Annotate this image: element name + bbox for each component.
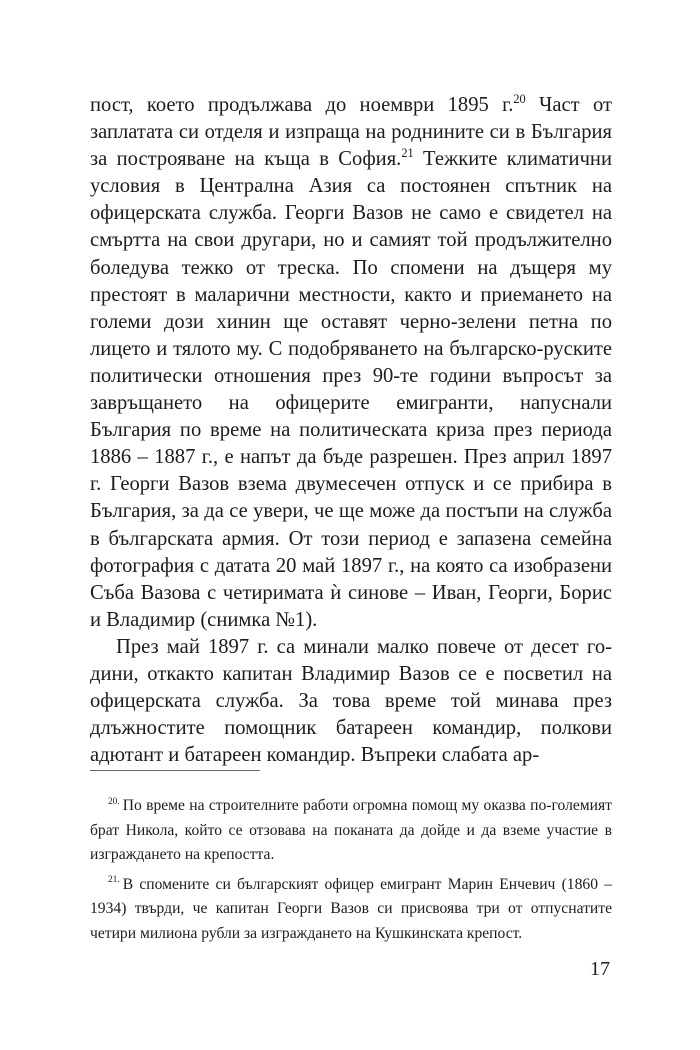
footnote-ref-20[interactable]: 20: [513, 92, 526, 107]
paragraph-1-part-a: пост, което продължава до ноември 1895 г.: [90, 94, 514, 116]
page-number: 17: [590, 958, 610, 980]
footnotes: [90, 794, 612, 951]
paragraph-2: През май 1897 г. са минали малко повече от десет години, откакто капитан Владимир Вазов се е посветил на офицерската служба. За това време той минава през длъжностите помощник батареен командир, полкови адютант и батареен командир. Въпреки слабата ар-: [90, 635, 612, 767]
footnote-divider: [90, 770, 260, 771]
footnote-mark: 20.: [108, 796, 120, 807]
paragraph-1-part-c: Тежките климатични условия в Централна Азия са постоянен спътник на офицерската служба. Георги Вазов не само е свидетел на смъртта на свои другари, но и самият той продължително боледува тежко от треска. По спомени на дъщеря му престоят в маларични местности, както и приемането на големи дози хинин ще оставят черно-зелени петна по лицето и тялото му. С подобряването на българско-руските политически отношения през 90-те години въпросът за завръщането на офицерите емигранти, напуснали България по време на политическата криза през периода 1886 – 1887 г., е напът да бъде разрешен. През април 1897 г. Георги Вазов взема двумесечен отпуск и се прибира в България, за да се увери, че ще може да постъпи на служба в българската армия. От този период е запазена семейна фотография с датата 20 май 1897 г., на която са изобразени Съба Вазова с четиримата ѝ синове – Иван, Георги, Борис и Владимир (снимка №1).: [90, 148, 612, 631]
footnote-text: По време на строителните работи огромна помощ му оказва по-големият брат Никола, който се отзовава на поканата да дойде и да вземе участие в изграждането на крепостта.: [90, 797, 612, 863]
footnote-21: [90, 873, 612, 947]
paragraph-1-part-b: Част от заплатата си отделя и изпраща на роднините си в България за построяване на къща в София.: [90, 94, 612, 171]
footnote-text: В спомените си българският офицер емигрант Марин Енчевич (1860 – 1934) твърди, че капитан Георги Вазов си присвоява три от отпуснатите четири милиона рубли за изграждането на Кушкинската крепост.: [90, 875, 612, 942]
footnote-20: [90, 794, 612, 868]
paragraph-1: [90, 92, 612, 634]
main-text: [90, 92, 612, 769]
footnote-ref-21[interactable]: 21: [401, 146, 414, 161]
footnote-mark: 21.: [108, 875, 120, 886]
